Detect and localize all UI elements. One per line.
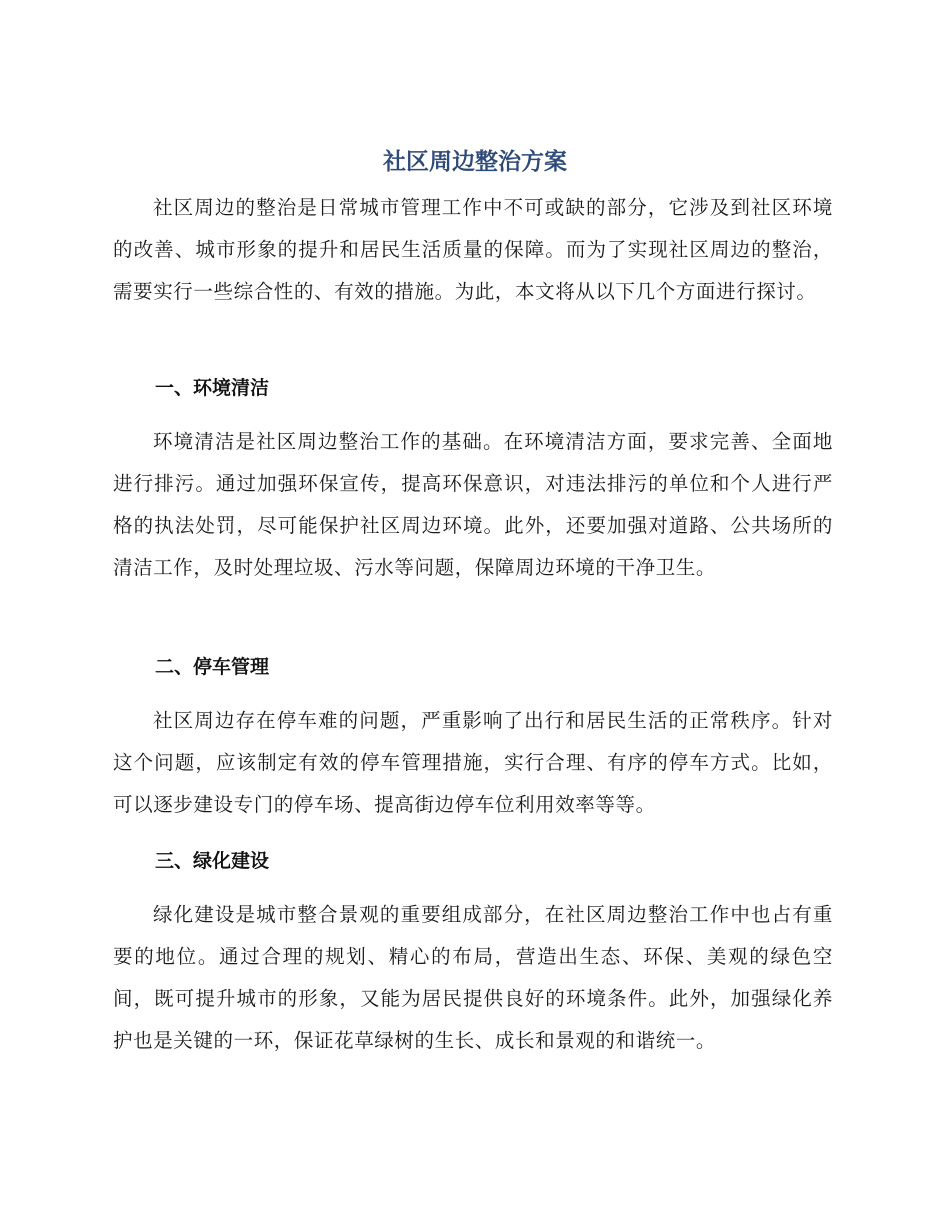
section-heading-environment: 一、环境清洁 xyxy=(155,377,270,399)
section-body-environment: 环境清洁是社区周边整治工作的基础。在环境清洁方面，要求完善、全面地进行排污。通过加强环保宣传，提高环保意识，对违法排污的单位和个人进行严格的执法处罚，尽可能保护社区周边环境。此外，还要加强对道路、公共场所的清洁工作，及时处理垃圾、污水等问题，保障周边环境的干净卫生。 xyxy=(113,430,833,579)
section-body-parking: 社区周边存在停车难的问题，严重影响了出行和居民生活的正常秩序。针对这个问题，应该制定有效的停车管理措施，实行合理、有序的停车方式。比如，可以逐步建设专门的停车场、提高街边停车位利用效率等等。 xyxy=(113,709,833,816)
document-title: 社区周边整治方案 xyxy=(383,149,567,175)
section-body-greening: 绿化建设是城市整合景观的重要组成部分，在社区周边整治工作中也占有重要的地位。通过合理的规划、精心的布局，营造出生态、环保、美观的绿色空间，既可提升城市的形象，又能为居民提供良好的环境条件。此外，加强绿化养护也是关键的一环，保证花草绿树的生长、成长和景观的和谐统一。 xyxy=(113,903,833,1052)
section-heading-parking: 二、停车管理 xyxy=(155,656,270,678)
section-heading-greening: 三、绿化建设 xyxy=(155,850,270,872)
intro-paragraph: 社区周边的整治是日常城市管理工作中不可或缺的部分，它涉及到社区环境的改善、城市形象的提升和居民生活质量的保障。而为了实现社区周边的整治，需要实行一些综合性的、有效的措施。为此，本文将从以下几个方面进行探讨。 xyxy=(113,196,833,303)
